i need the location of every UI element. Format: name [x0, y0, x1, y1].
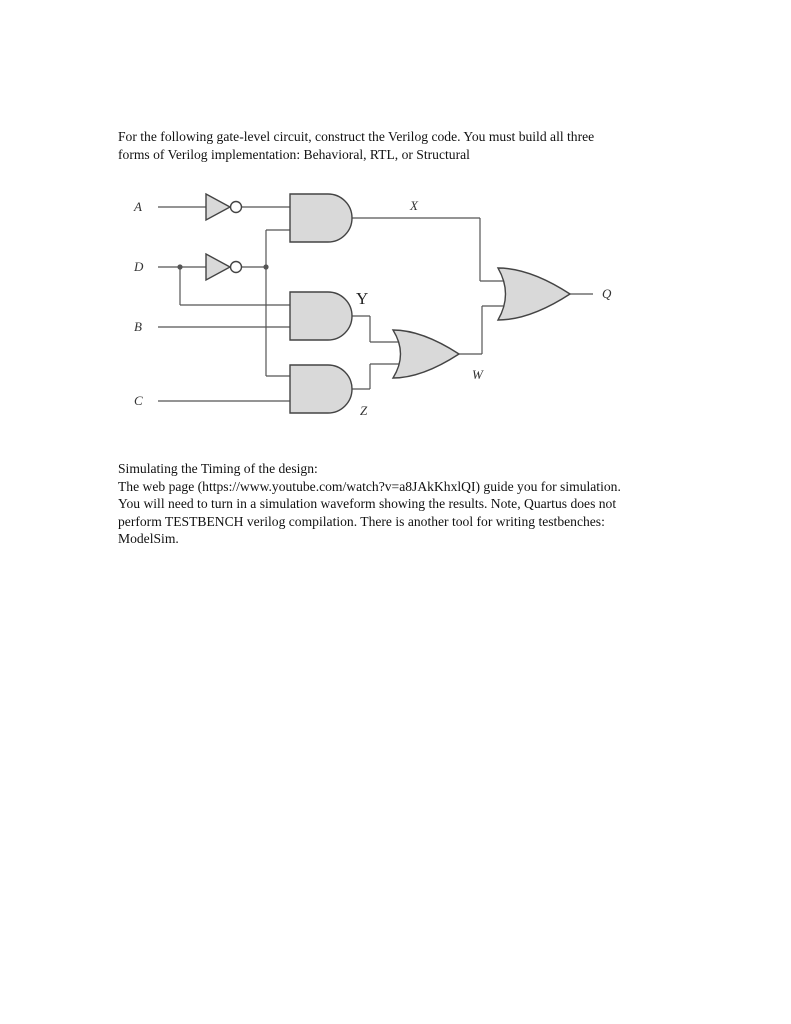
instructions-paragraph [118, 128, 594, 163]
simulation-line: perform TESTBENCH verilog compilation. There is another tool for writing testbenches: [118, 513, 605, 529]
inversion-bubble [231, 262, 242, 273]
inversion-bubble [231, 202, 242, 213]
label-d: D [134, 259, 144, 274]
and-gate-y [290, 292, 352, 340]
instructions-line: forms of Verilog implementation: Behavioral, RTL, or Structural [118, 146, 470, 162]
label-q: Q [602, 286, 612, 301]
or-gate-w [393, 330, 459, 378]
gate-level-circuit-diagram [118, 178, 618, 428]
instructions-line: For the following gate-level circuit, construct the Verilog code. You must build all three [118, 129, 595, 144]
label-w: W [472, 367, 483, 382]
simulation-line: The web page (https://www.youtube.com/watch?v=a8JAkKhxlQI) guide you for simulation. [118, 478, 621, 494]
label-c: C [134, 393, 143, 408]
junction-dot [263, 264, 268, 269]
label-y: Y [356, 289, 369, 308]
label-z: Z [360, 403, 368, 418]
simulation-paragraph [118, 460, 621, 548]
not-gate-a [206, 194, 230, 220]
gates [206, 194, 570, 413]
simulation-line: You will need to turn in a simulation waveform showing the results. Note, Quartus does not [118, 496, 617, 511]
or-gate-q [498, 268, 570, 320]
and-gate-z [290, 365, 352, 413]
simulation-line: ModelSim. [118, 531, 179, 546]
and-gate-x [290, 194, 352, 242]
not-gate-d [206, 254, 230, 280]
label-x: X [410, 198, 418, 213]
simulation-heading: Simulating the Timing of the design: [118, 461, 318, 476]
label-a: A [134, 199, 142, 214]
junction-dot [177, 264, 182, 269]
label-b: B [134, 319, 142, 334]
